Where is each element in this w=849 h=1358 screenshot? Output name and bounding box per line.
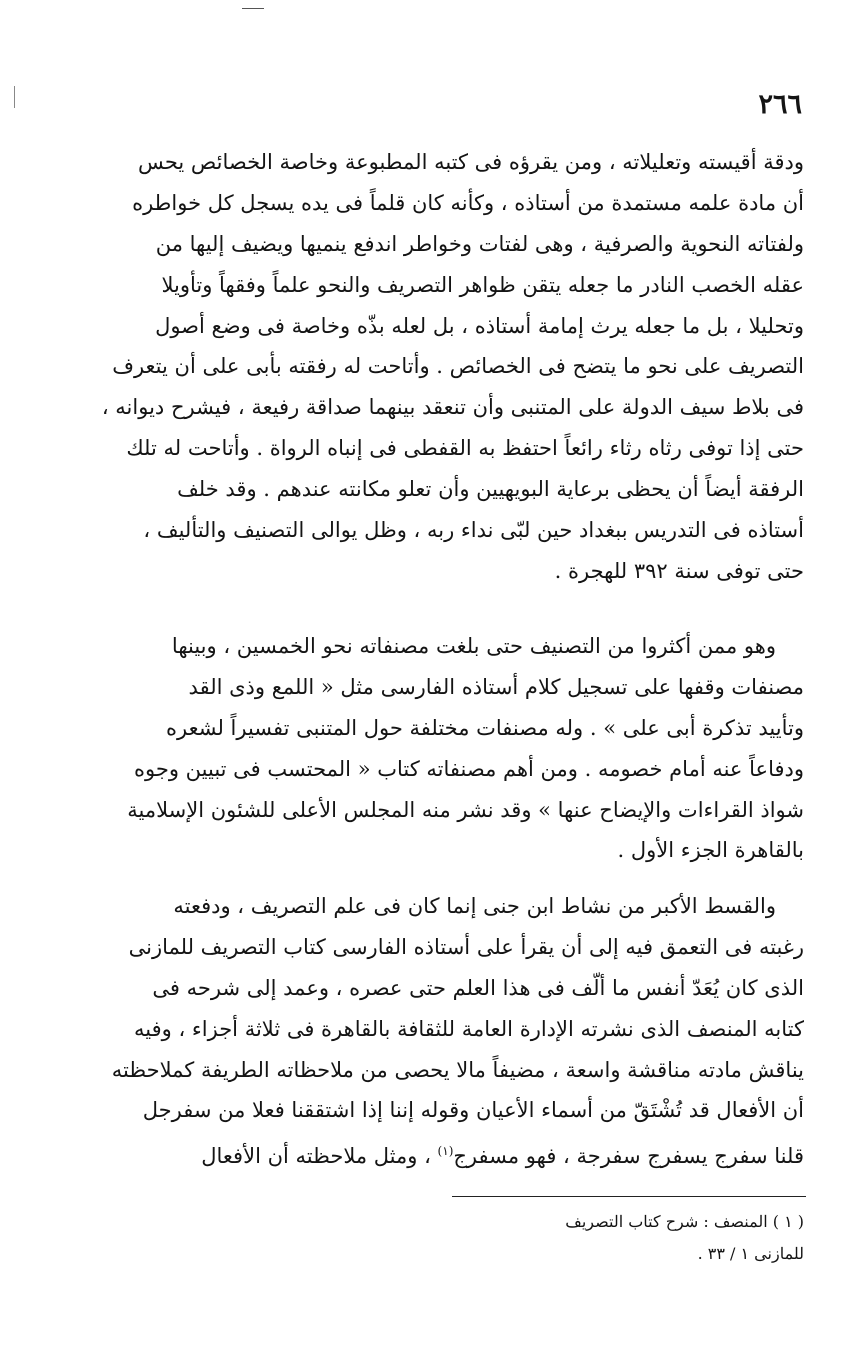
text-line: شواذ القراءات والإيضاح عنها » وقد نشر منه المجلس الأعلى للشئون الإسلامية bbox=[127, 797, 804, 822]
text-line: ودقة أقيسته وتعليلاته ، ومن يقرؤه فى كتبه المطبوعة وخاصة الخصائص يحس bbox=[138, 150, 804, 174]
text-line: فى بلاط سيف الدولة على المتنبى وأن تنعقد بينهما صداقة رفيعة ، فيشرح ديوانه ، bbox=[101, 395, 804, 420]
text-line: الرفقة أيضاً أن يحظى برعاية البويهيين وأن تعلو مكانته عندهم . وقد خلف bbox=[177, 477, 804, 502]
text-line: حتى إذا توفى رثاه رثاء رائعاً احتفظ به القفطى فى إنباه الرواة . وأتاحت له تلك bbox=[126, 436, 804, 461]
text-line: والقسط الأكبر من نشاط ابن جنى إنما كان فى علم التصريف ، ودفعته bbox=[173, 894, 776, 918]
paragraph bbox=[34, 626, 804, 871]
text-line: التصريف على نحو ما يتضح فى الخصائص . وأتاحت له رفقته بأبى على أن يتعرف bbox=[112, 354, 804, 379]
text-line: مصنفات وقفها على تسجيل كلام أستاذه الفارسى مثل « اللمع وذى القد bbox=[188, 674, 804, 699]
text-line: وتأييد تذكرة أبى على » . وله مصنفات مختلفة حول المتنبى تفسيراً لشعره bbox=[166, 715, 804, 740]
text-line: وهو ممن أكثروا من التصنيف حتى بلغت مصنفاته نحو الخمسين ، وبينها bbox=[171, 634, 776, 658]
text-line: رغبته فى التعمق فيه إلى أن يقرأ على أستاذه الفارسى كتاب التصريف للمازنى bbox=[128, 934, 804, 959]
text-line: بالقاهرة الجزء الأول . bbox=[617, 838, 804, 863]
footnote-marker[interactable]: (١) bbox=[437, 1144, 454, 1159]
text-segment: ، ومثل ملاحظته أن الأفعال bbox=[201, 1144, 431, 1169]
footnote-divider bbox=[452, 1196, 806, 1197]
scan-mark bbox=[14, 86, 15, 108]
scan-mark bbox=[242, 8, 264, 9]
text-line: كتابه المنصف الذى نشرته الإدارة العامة للثقافة بالقاهرة فى ثلاثة أجزاء ، وفيه bbox=[134, 1016, 804, 1041]
page-number: ٢٦٦ bbox=[758, 89, 802, 120]
text-line: أن الأفعال قد تُشْتَقّ من أسماء الأعيان وقوله إننا إذا اشتققنا فعلا من سفرجل bbox=[142, 1098, 804, 1123]
footnote bbox=[380, 1206, 804, 1270]
text-line: أستاذه فى التدريس ببغداد حين لبّى نداء ربه ، وظل يوالى التصنيف والتأليف ، bbox=[143, 518, 804, 543]
text-line: عقله الخصب النادر ما جعله يتقن ظواهر التصريف والنحو علماً وفقهاً وتأويلا bbox=[161, 272, 804, 297]
text-line bbox=[34, 1131, 804, 1172]
text-line: حتى توفى سنة ٣٩٢ للهجرة . bbox=[554, 558, 804, 583]
text-line: ودفاعاً عنه أمام خصومه . ومن أهم مصنفاته كتاب « المحتسب فى تبيين وجوه bbox=[134, 756, 804, 781]
footnote-line: ( ١ ) المنصف : شرح كتاب التصريف bbox=[565, 1212, 804, 1231]
text-line: ولفتاته النحوية والصرفية ، وهى لفتات وخواطر اندفع ينميها ويضيف إليها من bbox=[155, 231, 804, 256]
text-line: وتحليلا ، بل ما جعله يرث إمامة أستاذه ، بل لعله بذّه وخاصة فى وضع أصول bbox=[155, 313, 804, 338]
text-segment: قلنا سفرج يسفرج سفرجة ، فهو مسفرج bbox=[453, 1144, 804, 1169]
text-line: الذى كان يُعَدّ أنفس ما ألّف فى هذا العلم حتى عصره ، وعمد إلى شرحه فى bbox=[152, 975, 804, 1000]
text-line: يناقش مادته مناقشة واسعة ، مضيفاً مالا يحصى من ملاحظاته الطريفة كملاحظته bbox=[111, 1057, 804, 1082]
footnote-line: للمازنى ١ / ٣٣ . bbox=[697, 1244, 804, 1263]
paragraph bbox=[34, 886, 804, 1172]
text-line: أن مادة علمه مستمدة من أستاذه ، وكأنه كان قلماً فى يده يسجل كل خواطره bbox=[132, 190, 804, 215]
paragraph bbox=[34, 142, 804, 592]
